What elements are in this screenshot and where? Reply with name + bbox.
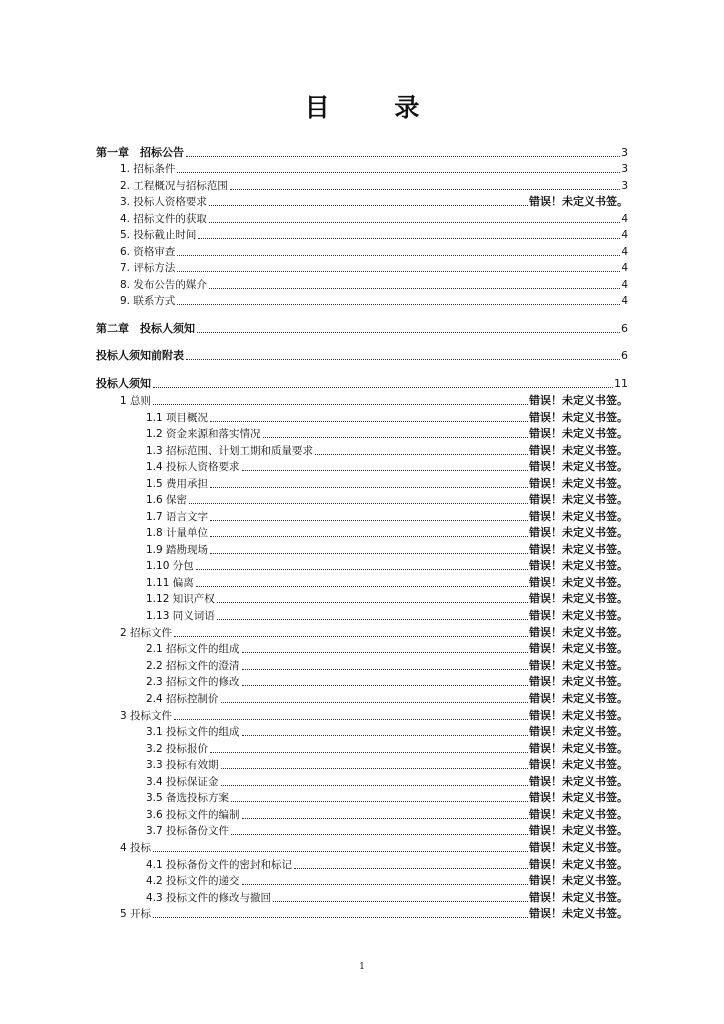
toc-entry-label: 3.5 备选投标方案 (146, 792, 230, 804)
toc-entry[interactable] (146, 773, 628, 789)
toc-dot-leader (210, 751, 528, 753)
toc-entry[interactable] (146, 590, 628, 606)
toc-entry-page: 4 (621, 262, 628, 274)
toc-entry-page: 错误！未定义书签。 (529, 742, 628, 755)
toc-entry-page: 错误！未定义书签。 (529, 444, 628, 457)
toc-entry-label: 1.8 计量单位 (146, 527, 209, 539)
toc-dot-leader (242, 469, 528, 471)
toc-dot-leader (263, 436, 528, 438)
toc-entry-label: 3 投标文件 (120, 710, 173, 722)
toc-dot-leader (153, 386, 613, 388)
toc-entry-page: 4 (621, 295, 628, 307)
toc-entry[interactable] (146, 409, 628, 425)
toc-entry[interactable] (146, 673, 628, 689)
toc-entry[interactable] (120, 276, 628, 292)
toc-dot-leader (231, 800, 528, 802)
toc-dot-leader (186, 155, 620, 157)
toc-dot-leader (315, 453, 528, 455)
toc-entry[interactable] (146, 458, 628, 474)
toc-entry-label: 1.12 知识产权 (146, 593, 215, 605)
toc-entry-label: 3.1 投标文件的组成 (146, 726, 240, 738)
toc-entry-page: 错误！未定义书签。 (529, 659, 628, 672)
toc-dot-leader (198, 237, 620, 239)
toc-dot-leader (177, 171, 620, 173)
toc-chapter-entry[interactable] (96, 347, 628, 363)
toc-entry-page: 错误！未定义书签。 (529, 626, 628, 639)
toc-entry[interactable] (120, 177, 628, 193)
toc-entry-page: 错误！未定义书签。 (529, 477, 628, 490)
toc-entry-label: 3.7 投标备份文件 (146, 825, 230, 837)
toc-dot-leader (231, 833, 528, 835)
toc-entry-label: 2.1 招标文件的组成 (146, 643, 240, 655)
toc-dot-leader (177, 254, 620, 256)
toc-entry-label: 4.3 投标文件的修改与撤回 (146, 892, 272, 904)
toc-dot-leader (210, 535, 528, 537)
toc-entry-label: 1.13 同义词语 (146, 610, 215, 622)
toc-dot-leader (189, 502, 528, 504)
toc-dot-leader (174, 718, 528, 720)
toc-entry[interactable] (146, 508, 628, 524)
toc-entry[interactable] (146, 541, 628, 557)
toc-dot-leader (153, 403, 528, 405)
toc-entry-label: 7. 评标方法 (120, 262, 176, 274)
toc-entry-page: 4 (621, 229, 628, 241)
toc-entry-page: 错误！未定义书签。 (529, 510, 628, 523)
toc-dot-leader (230, 188, 620, 190)
toc-entry-page: 错误！未定义书签。 (529, 874, 628, 887)
toc-entry-page: 错误！未定义书签。 (529, 725, 628, 738)
toc-entry-page: 6 (621, 322, 628, 335)
toc-entry[interactable] (146, 574, 628, 590)
page-number: 1 (359, 962, 365, 972)
toc-entry[interactable] (146, 475, 628, 491)
toc-entry-label: 1.7 语言文字 (146, 511, 209, 523)
toc-entry-label: 5 开标 (120, 908, 152, 920)
toc-entry-label: 4.2 投标文件的递交 (146, 875, 240, 887)
toc-chapter-entry[interactable] (96, 144, 628, 160)
toc-entry-page: 错误！未定义书签。 (529, 808, 628, 821)
toc-entry-page: 错误！未定义书签。 (529, 394, 628, 407)
toc-dot-leader (273, 900, 528, 902)
toc-dot-leader (209, 221, 620, 223)
toc-entry-label: 1.9 踏勘现场 (146, 544, 209, 556)
toc-entry-page: 错误！未定义书签。 (529, 526, 628, 539)
toc-entry-label: 投标人须知 (96, 377, 151, 390)
toc-entry[interactable] (120, 292, 628, 308)
toc-entry-page: 错误！未定义书签。 (529, 692, 628, 705)
toc-entry-label: 1 总则 (120, 395, 152, 407)
toc-entry-label: 4 投标 (120, 842, 152, 854)
toc-entry-page: 3 (621, 146, 628, 159)
toc-entry-page: 错误！未定义书签。 (529, 493, 628, 506)
toc-entry-page: 错误！未定义书签。 (529, 675, 628, 688)
toc-entry[interactable] (120, 226, 628, 242)
toc-entry-page: 6 (621, 349, 628, 362)
toc-entry-page: 11 (614, 377, 628, 390)
toc-entry[interactable] (146, 723, 628, 739)
toc-entry-page: 错误！未定义书签。 (529, 411, 628, 424)
toc-dot-leader (242, 817, 528, 819)
toc-entry[interactable] (146, 524, 628, 540)
toc-entry[interactable] (120, 210, 628, 226)
toc-dot-leader (186, 358, 620, 360)
toc-entry-label: 1.5 费用承担 (146, 478, 209, 490)
toc-entry-label: 1.1 项目概况 (146, 412, 209, 424)
toc-entry[interactable] (146, 789, 628, 805)
toc-entry[interactable] (146, 822, 628, 838)
toc-dot-leader (209, 287, 620, 289)
toc-dot-leader (221, 767, 528, 769)
toc-entry[interactable] (120, 193, 628, 209)
toc-entry-label: 投标人须知前附表 (96, 349, 184, 362)
toc-entry-page: 错误！未定义书签。 (529, 559, 628, 572)
toc-entry-label: 2.4 招标控制价 (146, 693, 219, 705)
toc-entry-page: 错误！未定义书签。 (529, 791, 628, 804)
toc-entry[interactable] (146, 442, 628, 458)
toc-entry[interactable] (146, 740, 628, 756)
toc-entry-page: 错误！未定义书签。 (529, 907, 628, 920)
toc-entry-label: 3.6 投标文件的编制 (146, 809, 240, 821)
toc-dot-leader (210, 519, 528, 521)
toc-entry-label: 1.2 资金来源和落实情况 (146, 428, 261, 440)
toc-dot-leader (242, 734, 528, 736)
toc-entry[interactable] (120, 839, 628, 855)
toc-entry[interactable] (120, 707, 628, 723)
toc-dot-leader (209, 204, 528, 206)
toc-entry-page: 错误！未定义书签。 (529, 576, 628, 589)
toc-entry[interactable] (120, 259, 628, 275)
toc-entry[interactable] (120, 624, 628, 640)
toc-dot-leader (153, 916, 528, 918)
toc-entry-label: 3.4 投标保证金 (146, 776, 219, 788)
toc-entry-label: 1.6 保密 (146, 494, 188, 506)
toc-chapter-entry[interactable] (96, 375, 628, 391)
toc-entry[interactable] (146, 872, 628, 888)
toc-dot-leader (177, 303, 620, 305)
toc-entry-label: 1.10 分包 (146, 560, 194, 572)
toc-entry-label: 1.3 招标范围、计划工期和质量要求 (146, 445, 314, 457)
toc-entry-page: 4 (621, 246, 628, 258)
toc-entry-page: 4 (621, 213, 628, 225)
toc-entry-page: 错误！未定义书签。 (529, 195, 628, 208)
toc-entry-label: 2.2 招标文件的澄清 (146, 660, 240, 672)
toc-entry-page: 错误！未定义书签。 (529, 427, 628, 440)
toc-entry[interactable] (120, 243, 628, 259)
toc-dot-leader (210, 486, 528, 488)
toc-entry-page: 错误！未定义书签。 (529, 543, 628, 556)
toc-entry-page: 错误！未定义书签。 (529, 858, 628, 871)
toc-entry-page: 错误！未定义书签。 (529, 775, 628, 788)
toc-entry-label: 1. 招标条件 (120, 163, 176, 175)
toc-dot-leader (217, 601, 528, 603)
toc-entry-label: 8. 发布公告的媒介 (120, 279, 207, 291)
toc-entry-page: 错误！未定义书签。 (529, 891, 628, 904)
toc-dot-leader (242, 668, 528, 670)
toc-dot-leader (196, 585, 528, 587)
toc-entry[interactable] (146, 557, 628, 573)
toc-entry[interactable] (146, 657, 628, 673)
toc-entry-label: 2. 工程概况与招标范围 (120, 180, 228, 192)
toc-dot-leader (196, 568, 528, 570)
toc-dot-leader (294, 867, 528, 869)
toc-entry-label: 1.11 偏离 (146, 577, 194, 589)
toc-entry[interactable] (146, 856, 628, 872)
toc-entry-page: 错误！未定义书签。 (529, 758, 628, 771)
toc-entry-label: 2 招标文件 (120, 627, 173, 639)
toc-dot-leader (174, 635, 528, 637)
toc-entry[interactable] (146, 640, 628, 656)
toc-entry-label: 9. 联系方式 (120, 295, 176, 307)
toc-dot-leader (221, 784, 528, 786)
toc-dot-leader (177, 270, 620, 272)
toc-dot-leader (197, 331, 620, 333)
toc-dot-leader (242, 651, 528, 653)
toc-entry-page: 错误！未定义书签。 (529, 709, 628, 722)
toc-entry-page: 错误！未定义书签。 (529, 824, 628, 837)
toc-entry[interactable] (146, 690, 628, 706)
toc-entry-page: 3 (621, 163, 628, 175)
toc-entry[interactable] (146, 756, 628, 772)
toc-entry[interactable] (120, 392, 628, 408)
toc-dot-leader (242, 883, 528, 885)
toc-entry[interactable] (120, 160, 628, 176)
toc-entry[interactable] (146, 425, 628, 441)
toc-dot-leader (210, 552, 528, 554)
toc-entry-page: 3 (621, 180, 628, 192)
toc-entry-label: 4. 招标文件的获取 (120, 213, 207, 225)
toc-entry-label: 第一章 招标公告 (96, 146, 184, 159)
toc-entry[interactable] (146, 607, 628, 623)
toc-entry-label: 3. 投标人资格要求 (120, 196, 207, 208)
toc-entry[interactable] (146, 491, 628, 507)
toc-entry-label: 2.3 招标文件的修改 (146, 676, 240, 688)
toc-entry-label: 6. 资格审查 (120, 246, 176, 258)
toc-entry-label: 4.1 投标备份文件的密封和标记 (146, 859, 293, 871)
toc-entry-label: 3.3 投标有效期 (146, 759, 219, 771)
toc-entry-page: 错误！未定义书签。 (529, 592, 628, 605)
toc-entry[interactable] (146, 889, 628, 905)
toc-entry-page: 错误！未定义书签。 (529, 841, 628, 854)
toc-entry-page: 错误！未定义书签。 (529, 642, 628, 655)
toc-entry-label: 5. 投标截止时间 (120, 229, 197, 241)
toc-entry-page: 错误！未定义书签。 (529, 460, 628, 473)
toc-dot-leader (221, 701, 528, 703)
toc-dot-leader (242, 684, 528, 686)
toc-entry-label: 第二章 投标人须知 (96, 322, 195, 335)
toc-entry-label: 3.2 投标报价 (146, 743, 209, 755)
toc-entry-label: 1.4 投标人资格要求 (146, 461, 240, 473)
toc-entry[interactable] (120, 905, 628, 921)
toc-dot-leader (210, 420, 528, 422)
toc-dot-leader (217, 618, 528, 620)
toc-entry-page: 4 (621, 279, 628, 291)
page-title: 目 录 (304, 93, 448, 122)
toc-dot-leader (153, 850, 528, 852)
toc-chapter-entry[interactable] (96, 320, 628, 336)
toc-entry-page: 错误！未定义书签。 (529, 609, 628, 622)
toc-entry[interactable] (146, 806, 628, 822)
